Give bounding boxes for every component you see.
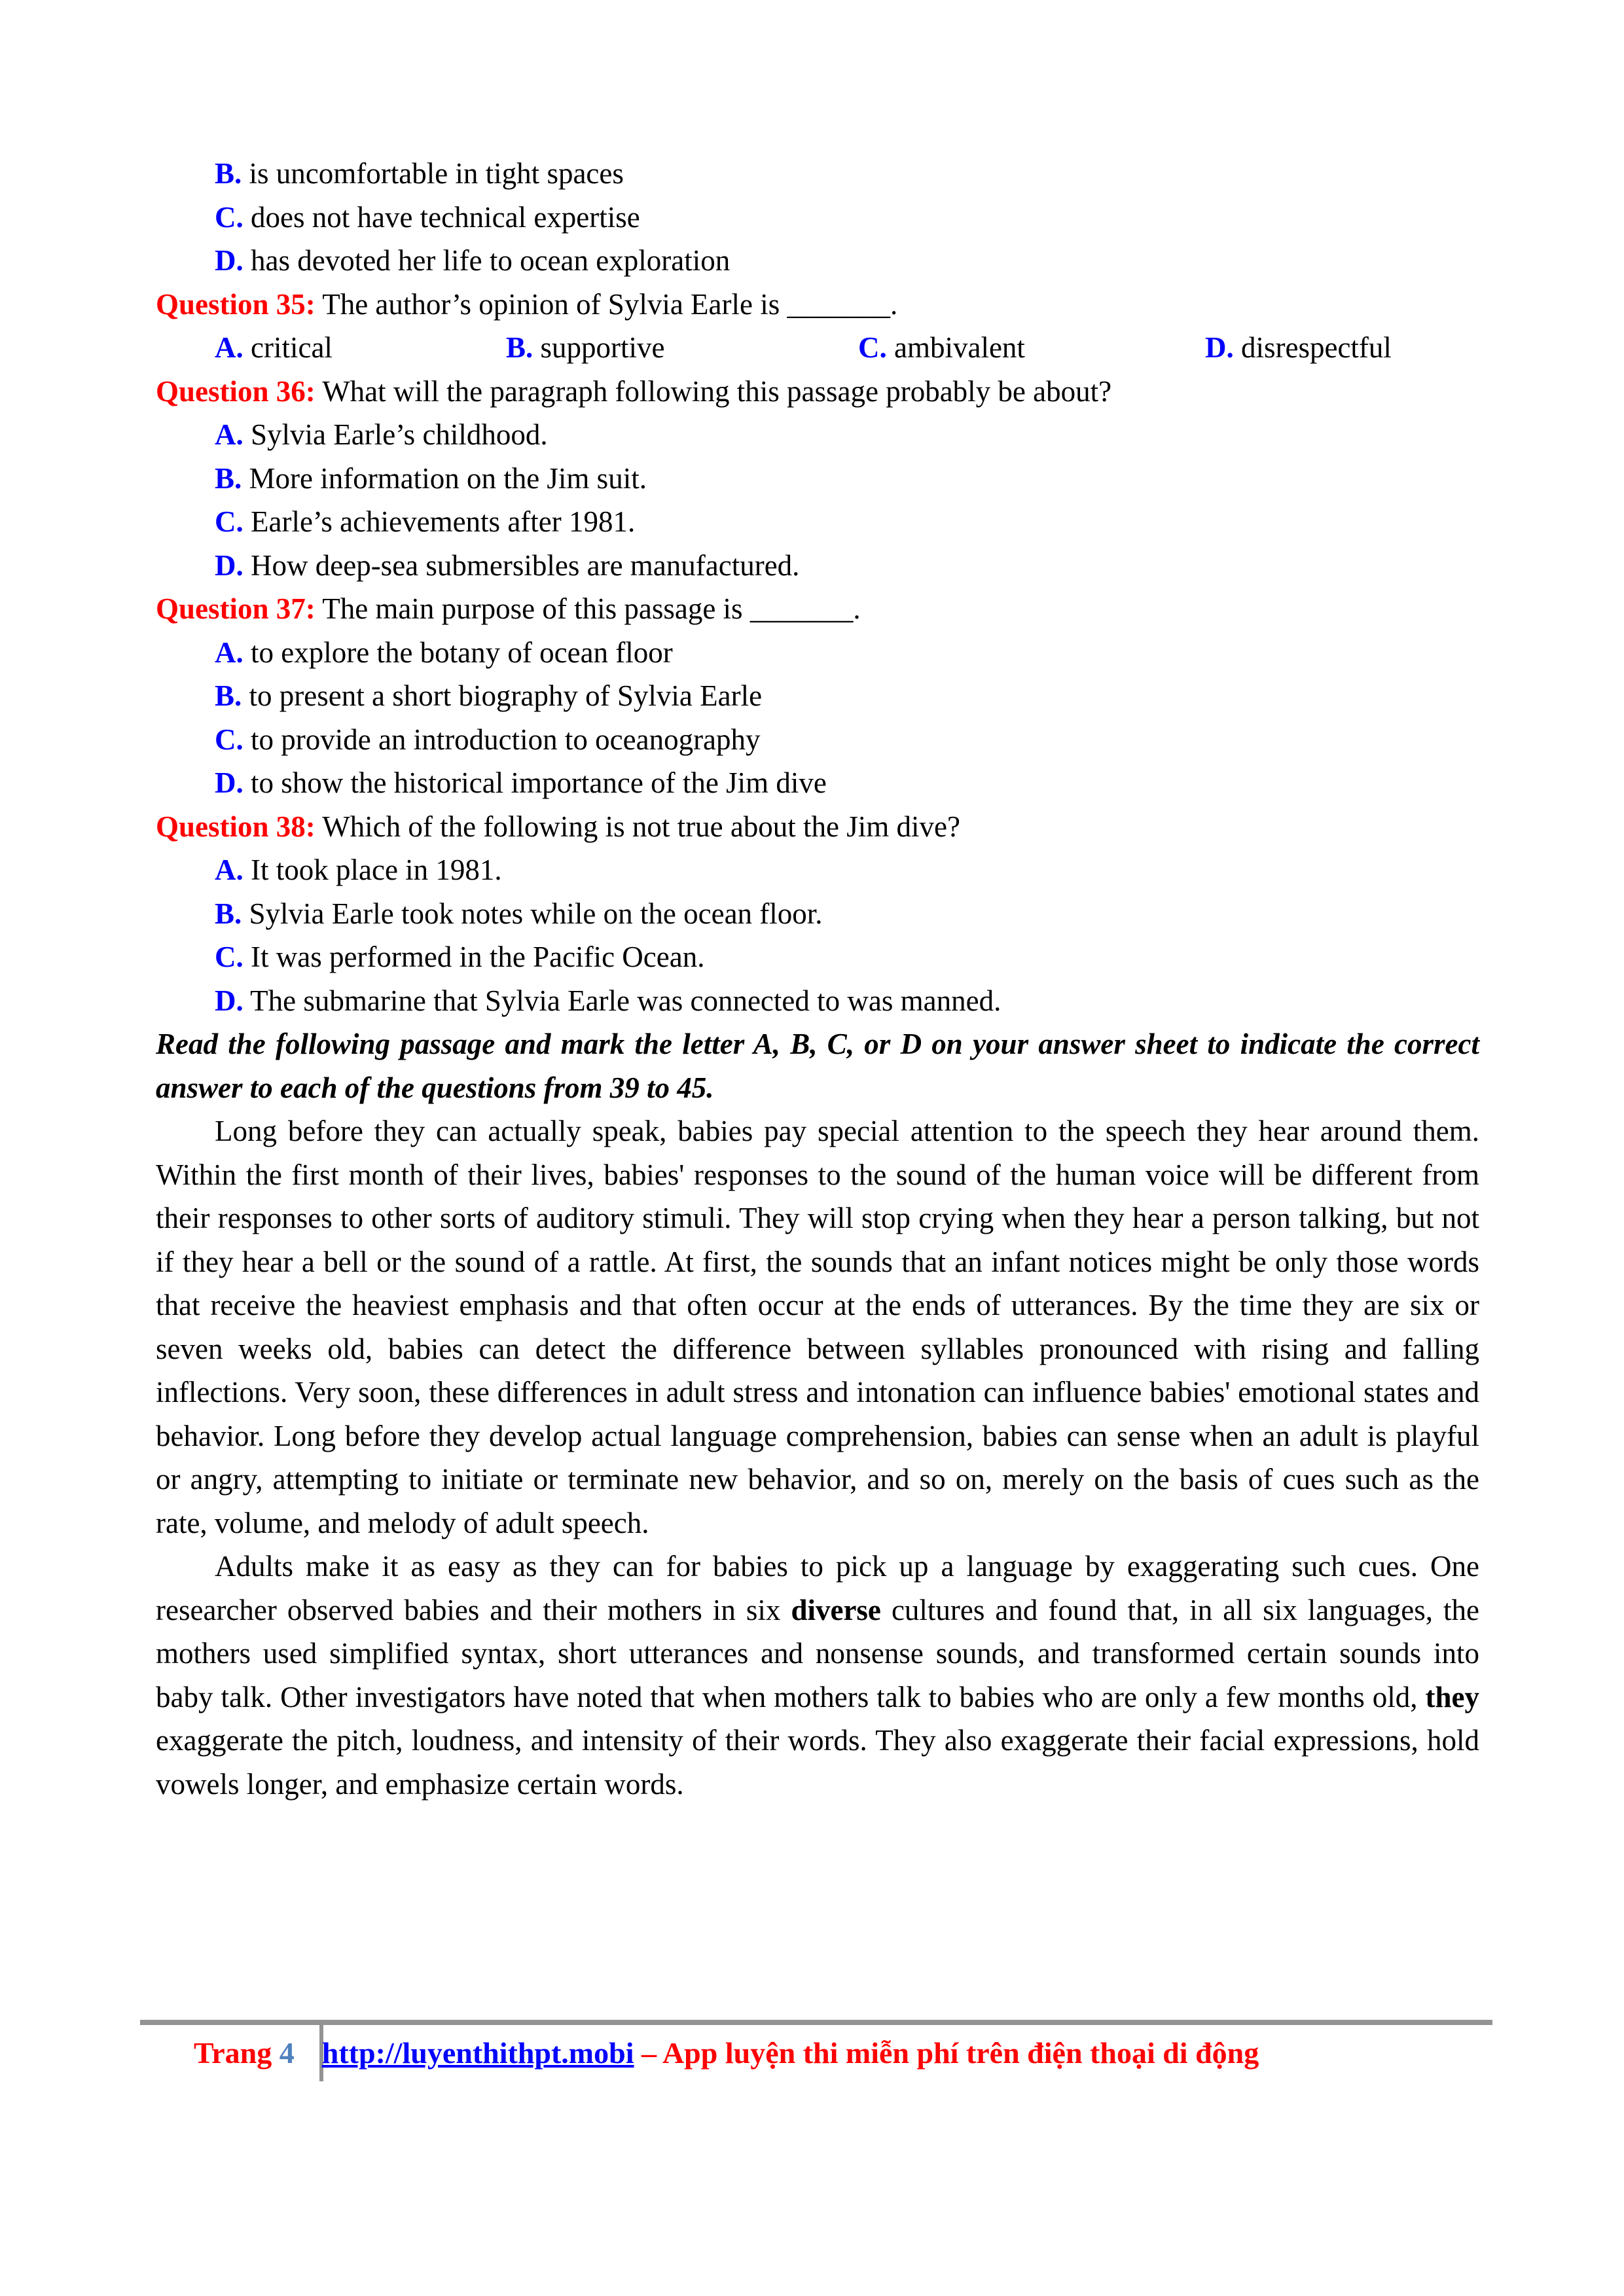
- option-37-a: [156, 631, 1479, 675]
- passage-text: Adults make it as easy as they can for babies to pick up a language by exaggerating such cues. One researcher observed babies and their mothers in six: [156, 1550, 1479, 1626]
- question-text: Which of the following is not true about the Jim dive?: [315, 810, 960, 843]
- option-37-d: [156, 761, 1479, 805]
- option-38-c: [156, 935, 1479, 979]
- question-label: Question 35:: [156, 287, 316, 321]
- option-35-b: [506, 326, 858, 370]
- option-text: critical: [243, 331, 333, 364]
- option-35-a: [215, 326, 506, 370]
- highlighted-word-they: they: [1425, 1680, 1479, 1713]
- option-text: It was performed in the Pacific Ocean.: [243, 941, 705, 973]
- option-text: It took place in 1981.: [243, 853, 502, 886]
- option-letter: D.: [215, 984, 244, 1017]
- option-text: ambivalent: [886, 331, 1025, 364]
- question-label: Question 36:: [156, 374, 316, 408]
- option-38-b: [156, 892, 1479, 936]
- option-letter: D.: [215, 766, 244, 799]
- option-letter: B.: [215, 897, 242, 930]
- option-37-b: [156, 674, 1479, 718]
- option-letter: C.: [215, 505, 244, 538]
- options-row-35: [156, 326, 1479, 370]
- question-label: Question 37:: [156, 592, 316, 625]
- website-link[interactable]: http://luyenthithpt.mobi: [321, 2036, 634, 2070]
- footer-divider: [140, 2020, 1492, 2025]
- passage-text: exaggerate the pitch, loudness, and intensity of their words. They also exaggerate their facial expressions, hold vowels longer, and emphasize certain words.: [156, 1724, 1479, 1801]
- question-text: The author’s opinion of Sylvia Earle is _______.: [315, 287, 898, 321]
- option-37-c: [156, 718, 1479, 762]
- option-35-c: [858, 326, 1205, 370]
- option-text: to present a short biography of Sylvia Earle: [242, 679, 763, 712]
- option-letter: B.: [215, 679, 242, 712]
- option-letter: D.: [215, 244, 244, 277]
- option-text: Sylvia Earle’s childhood.: [243, 418, 548, 451]
- option-34-b: [156, 152, 1479, 196]
- option-text: The submarine that Sylvia Earle was connected to was manned.: [243, 984, 1001, 1017]
- option-text: More information on the Jim suit.: [242, 461, 647, 495]
- option-text: does not have technical expertise: [243, 200, 640, 234]
- highlighted-word-diverse: diverse: [791, 1593, 881, 1626]
- page-footer: [194, 2036, 1259, 2070]
- page-number: 4: [279, 2036, 295, 2070]
- option-text: to show the historical importance of the Jim dive: [243, 766, 827, 799]
- option-36-d: [156, 544, 1479, 588]
- question-35: [156, 283, 1479, 327]
- question-36: [156, 370, 1479, 414]
- option-38-d: [156, 979, 1479, 1023]
- option-38-a: [156, 848, 1479, 892]
- page-label: Trang: [194, 2036, 280, 2070]
- question-37: [156, 587, 1479, 631]
- option-text: How deep-sea submersibles are manufactured.: [243, 548, 800, 582]
- option-text: supportive: [533, 331, 665, 364]
- question-text: What will the paragraph following this passage probably be about?: [315, 374, 1112, 408]
- footer-tagline: – App luyện thi miễn phí trên điện thoại di động: [634, 2036, 1259, 2070]
- option-letter: B.: [215, 461, 242, 495]
- option-letter: C.: [215, 941, 244, 973]
- passage-text: cultures and found that, in all six languages, the mothers used simplified syntax, short utterances and nonsense sounds, and transformed certain sounds into baby talk. Other investigators have noted that when mothers talk to babies who are only a few months old,: [156, 1593, 1479, 1713]
- question-38: [156, 805, 1479, 849]
- option-text: has devoted her life to ocean exploration: [243, 244, 731, 277]
- option-letter: D.: [1205, 331, 1234, 364]
- option-letter: C.: [215, 723, 244, 756]
- option-34-c: [156, 196, 1479, 240]
- option-36-b: [156, 457, 1479, 501]
- option-text: disrespectful: [1233, 331, 1392, 364]
- option-letter: C.: [215, 200, 244, 234]
- option-letter: B.: [215, 157, 242, 190]
- option-letter: C.: [858, 331, 887, 364]
- option-text: to explore the botany of ocean floor: [243, 636, 673, 669]
- passage-paragraph-1: Long before they can actually speak, babies pay special attention to the speech they hear around them. Within the first month of their lives, babies' responses to the sound of the human voice will be different from their responses to other sorts of auditory stimuli. They will stop crying when they hear a person talking, but not if they hear a bell or the sound of a rattle. At first, the sounds that an infant notices might be only those words that receive the heaviest emphasis and that often occur at the ends of utterances. By the time they are six or seven weeks old, babies can detect the difference between syllables pronounced with rising and falling inflections. Very soon, these differences in adult stress and intonation can influence babies' emotional states and behavior. Long before they develop actual language comprehension, babies can sense when an adult is playful or angry, attempting to initiate or terminate new behavior, and so on, merely on the basis of cues such as the rate, volume, and melody of adult speech.: [156, 1115, 1479, 1539]
- option-letter: B.: [506, 331, 533, 364]
- option-36-a: [156, 413, 1479, 457]
- option-35-d: [1205, 326, 1392, 370]
- option-letter: A.: [215, 331, 244, 364]
- option-letter: A.: [215, 636, 244, 669]
- option-text: is uncomfortable in tight spaces: [242, 157, 624, 190]
- option-36-c: [156, 500, 1479, 544]
- option-34-d: [156, 239, 1479, 283]
- option-letter: A.: [215, 853, 244, 886]
- option-letter: D.: [215, 548, 244, 582]
- page-content: [156, 152, 1479, 1806]
- question-label: Question 38:: [156, 810, 316, 843]
- option-text: Sylvia Earle took notes while on the ocean floor.: [242, 897, 823, 930]
- option-text: to provide an introduction to oceanography: [243, 723, 761, 756]
- option-letter: A.: [215, 418, 244, 451]
- passage-paragraph-2: [156, 1545, 1479, 1806]
- option-text: Earle’s achievements after 1981.: [243, 505, 636, 538]
- question-text: The main purpose of this passage is _______.: [315, 592, 861, 625]
- section-instruction: Read the following passage and mark the letter A, B, C, or D on your answer sheet to indicate the correct answer to each of the questions from 39 to 45.: [156, 1028, 1479, 1104]
